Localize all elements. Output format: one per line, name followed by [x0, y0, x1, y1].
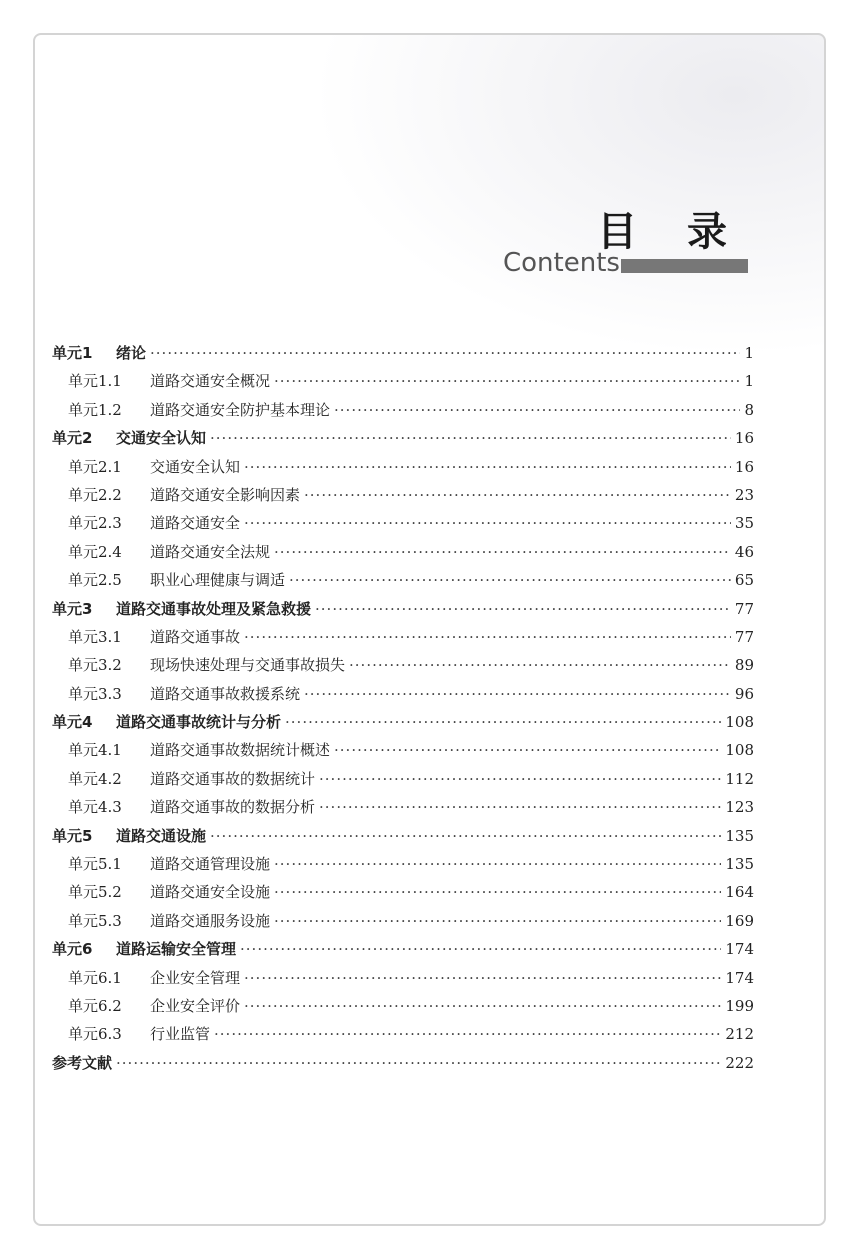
entry-number: 单元4: [52, 713, 93, 732]
entry-page: 77: [734, 627, 754, 646]
leader-dots: [319, 770, 721, 788]
contents-subtitle: Contents: [503, 248, 620, 278]
entry-page: 23: [734, 485, 754, 504]
entry-number: 单元5: [52, 826, 93, 845]
entry-page: 174: [725, 940, 754, 959]
entry-number: 单元4.2: [68, 769, 122, 788]
entry-page: 35: [734, 514, 754, 533]
entry-title: 道路交通安全法规: [150, 542, 271, 561]
entry-number: 单元3.2: [68, 656, 122, 675]
entry-number: 单元4.3: [68, 798, 122, 817]
toc-entry[interactable]: [52, 881, 754, 909]
toc-entry[interactable]: [52, 370, 754, 398]
toc-entry[interactable]: [52, 541, 754, 569]
entry-title: 道路交通事故数据统计概述: [150, 741, 331, 760]
entry-page: 16: [734, 457, 754, 476]
entry-number: 单元2.2: [68, 485, 122, 504]
entry-number: 单元1: [52, 344, 93, 362]
leader-dots: [244, 514, 731, 532]
entry-number: 单元2.5: [68, 571, 122, 590]
entry-page: 46: [734, 542, 754, 561]
toc-entry[interactable]: [52, 1052, 754, 1080]
entry-page: 212: [725, 1025, 754, 1044]
leader-dots: [244, 969, 721, 987]
entry-title: 道路交通管理设施: [150, 855, 271, 874]
toc-entry[interactable]: [52, 484, 754, 512]
leader-dots: [244, 458, 731, 476]
leader-dots: [274, 912, 721, 930]
entry-number: 单元5.2: [68, 883, 122, 902]
entry-title: 企业安全管理: [150, 968, 241, 987]
entry-title: 道路交通事故的数据统计: [150, 769, 316, 788]
toc-entry[interactable]: [52, 569, 754, 597]
leader-dots: [285, 713, 721, 731]
entry-number: 单元2: [52, 429, 93, 448]
entry-number: 单元3.1: [68, 627, 122, 646]
entry-title: 道路交通事故的数据分析: [150, 798, 316, 817]
entry-page: 1: [744, 372, 754, 391]
entry-number: 单元1.1: [68, 372, 122, 391]
leader-dots: [304, 486, 731, 504]
toc-entry[interactable]: [52, 853, 754, 881]
entry-title: 职业心理健康与调适: [150, 571, 286, 590]
entry-title: 道路交通安全影响因素: [150, 485, 301, 504]
entry-page: 174: [725, 968, 754, 987]
entry-page: 164: [725, 883, 754, 902]
entry-title: 绪论: [116, 344, 147, 362]
entry-title: 行业监管: [150, 1025, 211, 1044]
toc-entry[interactable]: [52, 910, 754, 938]
entry-number: 单元6.2: [68, 996, 122, 1015]
entry-page: 222: [725, 1053, 754, 1072]
entry-title: 参考文献: [52, 1053, 113, 1072]
entry-title: 道路交通安全设施: [150, 883, 271, 902]
leader-dots: [210, 429, 731, 447]
page-title: 目 录: [597, 209, 745, 255]
entry-page: 112: [725, 769, 754, 788]
entry-title: 企业安全评价: [150, 996, 241, 1015]
entry-number: 单元2.1: [68, 457, 122, 476]
leader-dots: [349, 656, 731, 674]
toc-entry[interactable]: [52, 626, 754, 654]
entry-number: 单元3.3: [68, 684, 122, 703]
entry-title: 道路交通服务设施: [150, 911, 271, 930]
entry-title: 道路交通事故处理及紧急救援: [116, 599, 312, 618]
entry-page: 108: [725, 713, 754, 732]
toc-entry[interactable]: [52, 995, 754, 1023]
toc-entry[interactable]: [52, 654, 754, 682]
leader-dots: [274, 855, 721, 873]
entry-page: 135: [725, 826, 754, 845]
leader-dots: [334, 741, 721, 759]
leader-dots: [289, 571, 731, 589]
entry-title: 道路运输安全管理: [116, 940, 237, 959]
entry-number: 单元5.1: [68, 855, 122, 874]
entry-page: 16: [734, 429, 754, 448]
leader-dots: [319, 798, 721, 816]
entry-page: 1: [744, 344, 754, 362]
entry-number: 单元6.3: [68, 1025, 122, 1044]
entry-page: 65: [734, 571, 754, 590]
entry-number: 单元2.4: [68, 542, 122, 561]
entry-page: 89: [734, 656, 754, 675]
entry-page: 135: [725, 855, 754, 874]
entry-number: 单元2.3: [68, 514, 122, 533]
leader-dots: [244, 997, 721, 1015]
leader-dots: [274, 543, 731, 561]
toc-entry[interactable]: [52, 825, 754, 853]
toc-entry[interactable]: [52, 796, 754, 824]
entry-title: 交通安全认知: [116, 429, 207, 448]
entry-number: 单元4.1: [68, 741, 122, 760]
leader-dots: [274, 372, 740, 390]
entry-page: 8: [744, 400, 754, 419]
leader-dots: [210, 827, 721, 845]
toc-entry[interactable]: [52, 967, 754, 995]
entry-title: 道路交通事故救援系统: [150, 684, 301, 703]
toc-entry[interactable]: [52, 598, 754, 626]
toc-entry[interactable]: [52, 739, 754, 767]
toc-entry[interactable]: [52, 399, 754, 427]
entry-page: 169: [725, 911, 754, 930]
leader-dots: [274, 883, 721, 901]
entry-title: 道路交通安全防护基本理论: [150, 400, 331, 419]
decorative-bar: [621, 259, 748, 273]
entry-page: 199: [725, 996, 754, 1015]
entry-title: 现场快速处理与交通事故损失: [150, 656, 346, 675]
entry-number: 单元6.1: [68, 968, 122, 987]
toc-entry[interactable]: [52, 683, 754, 711]
table-of-contents: [52, 342, 754, 1080]
entry-number: 单元3: [52, 599, 93, 618]
entry-page: 108: [725, 741, 754, 760]
entry-title: 道路交通事故: [150, 627, 241, 646]
entry-number: 单元6: [52, 940, 93, 959]
leader-dots: [116, 1054, 721, 1072]
leader-dots: [334, 401, 740, 419]
toc-entry[interactable]: [52, 512, 754, 540]
entry-page: 77: [734, 599, 754, 618]
leader-dots: [150, 344, 740, 362]
toc-entry[interactable]: [52, 938, 754, 966]
toc-entry[interactable]: [52, 456, 754, 484]
leader-dots: [244, 628, 731, 646]
entry-title: 交通安全认知: [150, 457, 241, 476]
entry-number: 单元1.2: [68, 400, 122, 419]
toc-entry[interactable]: [52, 342, 754, 370]
leader-dots: [315, 600, 731, 618]
entry-page: 96: [734, 684, 754, 703]
entry-title: 道路交通安全: [150, 514, 241, 533]
entry-page: 123: [725, 798, 754, 817]
entry-title: 道路交通安全概况: [150, 372, 271, 391]
entry-title: 道路交通设施: [116, 826, 207, 845]
toc-entry[interactable]: [52, 768, 754, 796]
toc-entry[interactable]: [52, 427, 754, 455]
leader-dots: [240, 940, 721, 958]
leader-dots: [214, 1025, 721, 1043]
entry-title: 道路交通事故统计与分析: [116, 713, 282, 732]
leader-dots: [304, 685, 731, 703]
toc-entry[interactable]: [52, 1023, 754, 1051]
entry-number: 单元5.3: [68, 911, 122, 930]
toc-entry[interactable]: [52, 711, 754, 739]
